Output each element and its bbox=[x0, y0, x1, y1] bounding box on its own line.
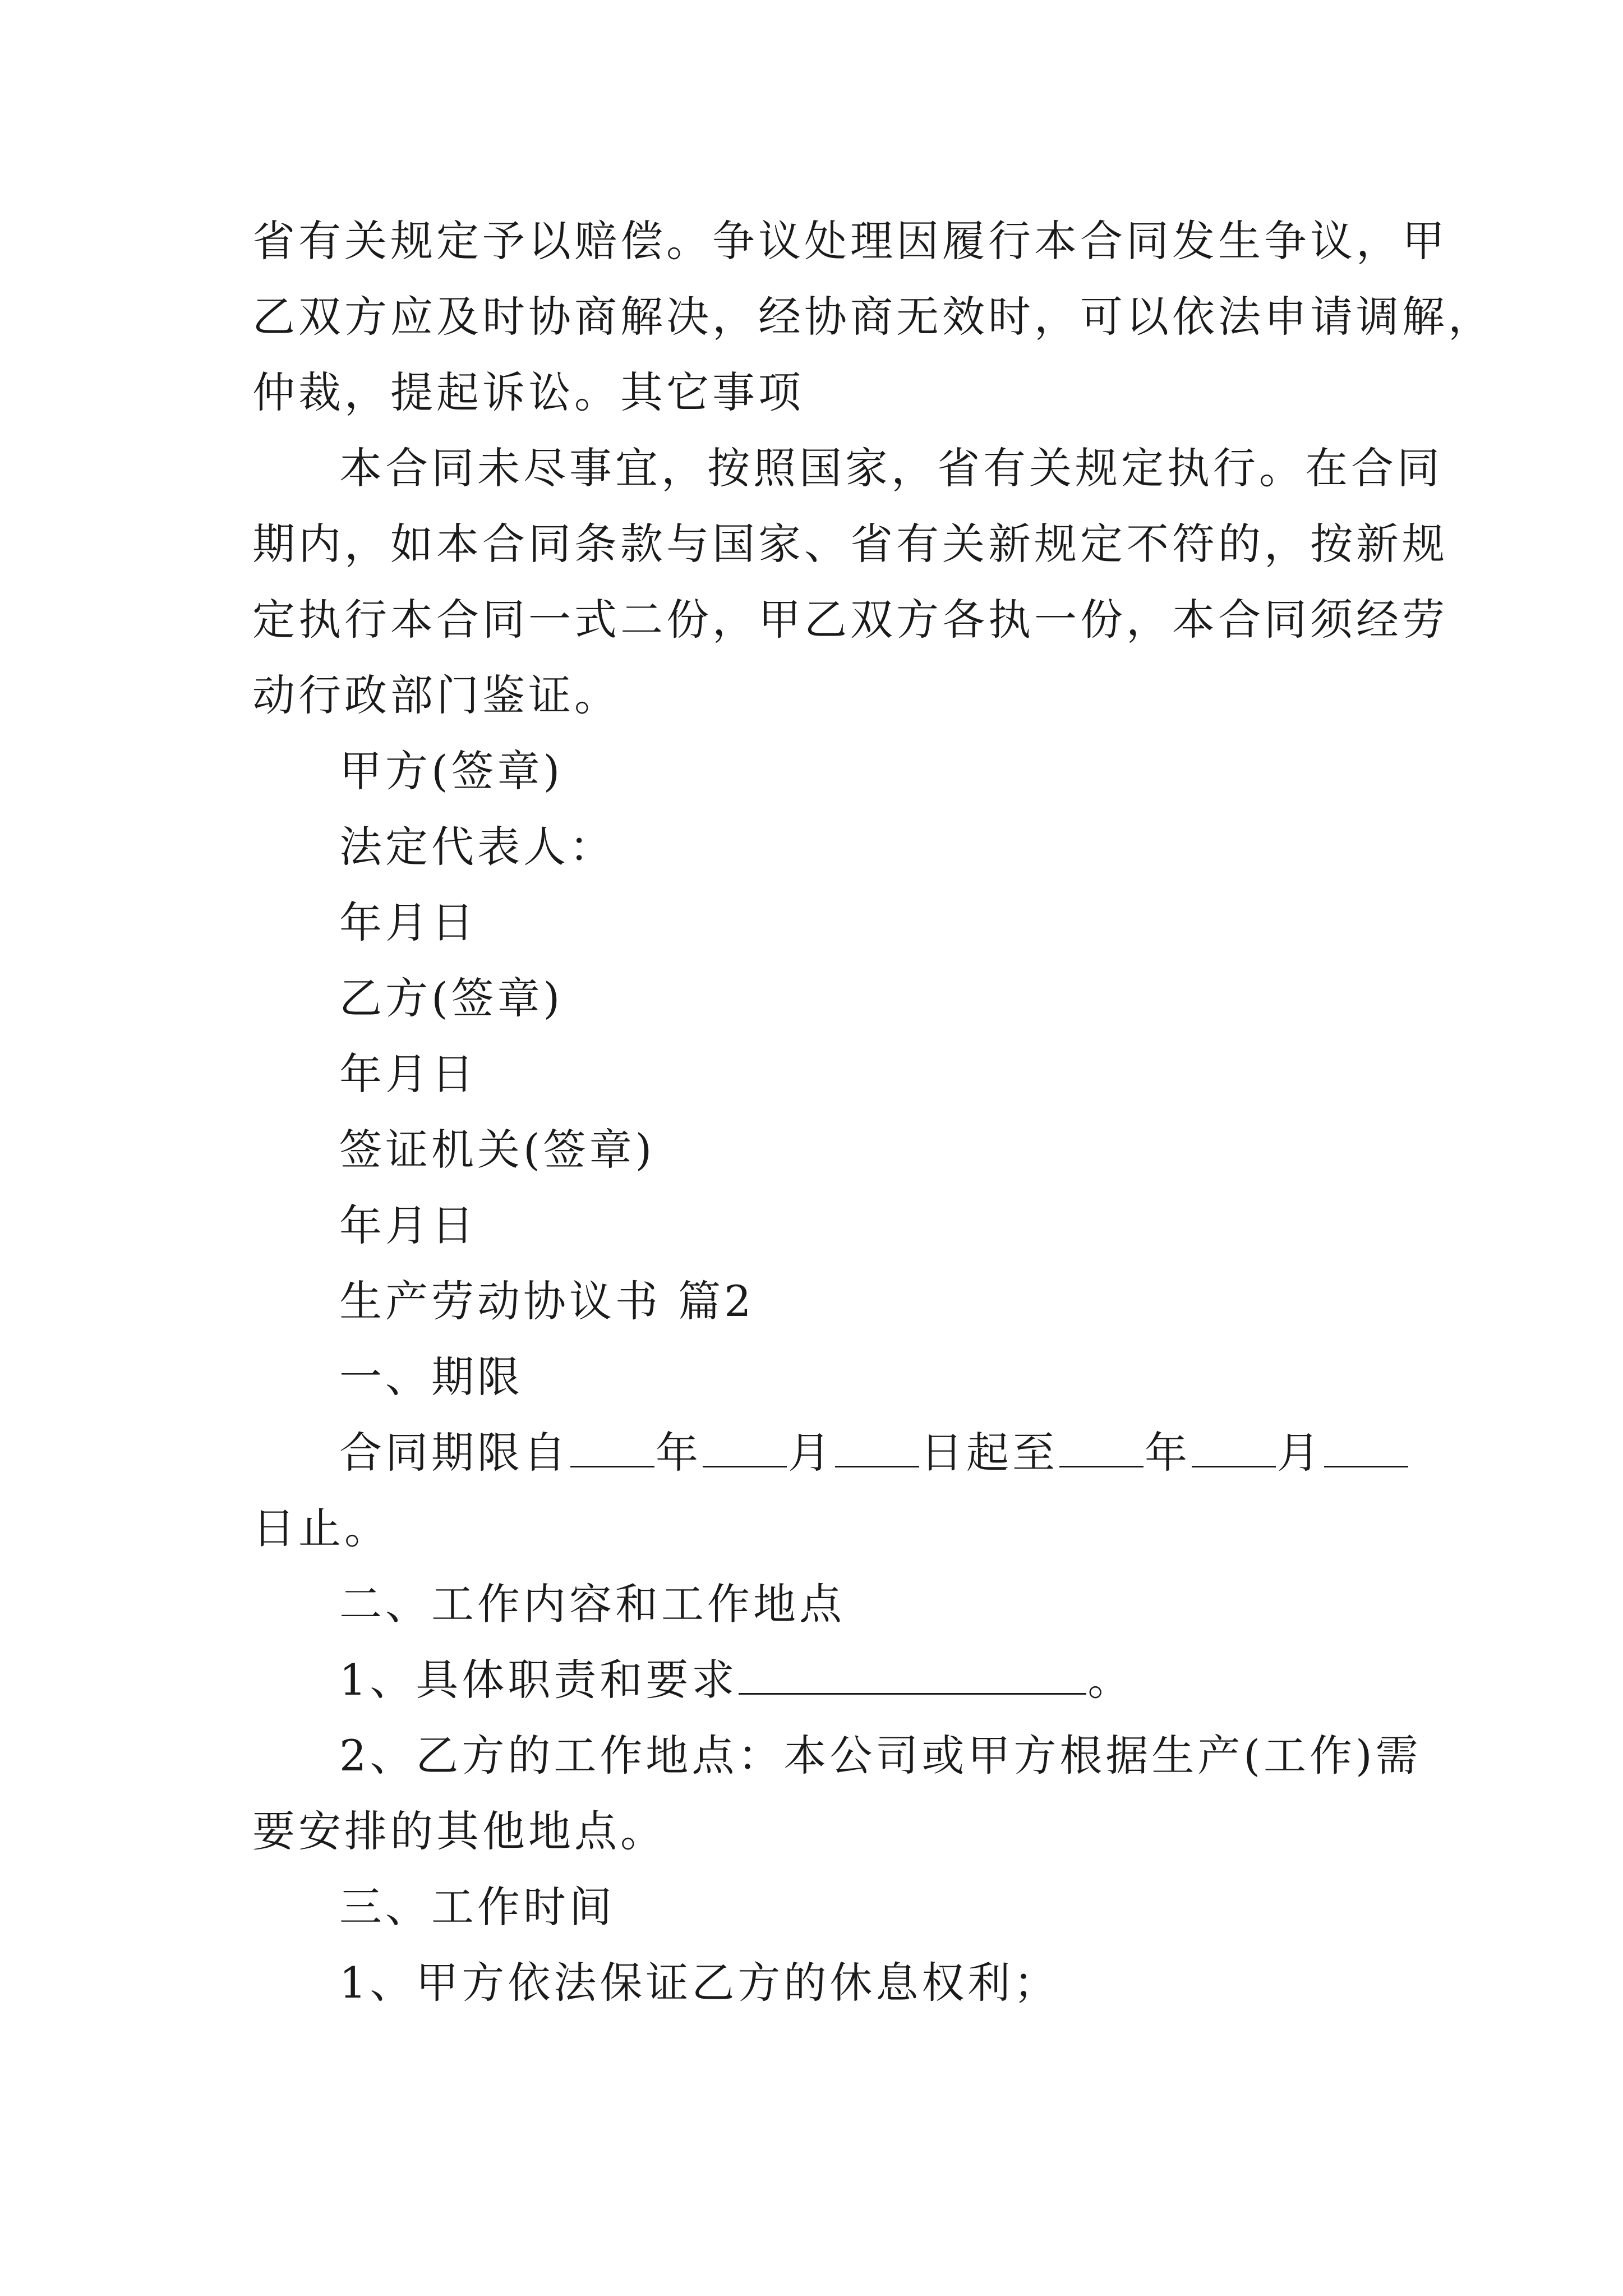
section-title: 生产劳动协议书 篇2 bbox=[339, 1276, 755, 1326]
term-month: 月 bbox=[1277, 1428, 1323, 1478]
paragraph-line: 本合同未尽事宜，按照国家，省有关规定执行。在合同 bbox=[339, 443, 1443, 493]
blank-field bbox=[1192, 1431, 1276, 1467]
paragraph-line: 乙双方应及时协商解决，经协商无效时，可以依法申请调解， bbox=[252, 292, 1494, 342]
signature-legal-rep: 法定代表人： bbox=[339, 822, 615, 872]
signature-date: 年月日 bbox=[339, 1200, 477, 1250]
work-item-2: 2、乙方的工作地点：本公司或甲方根据生产(工作)需 bbox=[339, 1731, 1422, 1780]
blank-field bbox=[703, 1431, 787, 1467]
paragraph-line: 期内，如本合同条款与国家、省有关新规定不符的，按新规 bbox=[252, 519, 1448, 569]
term-prefix: 合同期限自 bbox=[339, 1428, 569, 1478]
term-line bbox=[339, 1425, 1385, 1481]
paragraph-line: 省有关规定予以赔偿。争议处理因履行本合同发生争议，甲 bbox=[252, 216, 1448, 266]
paragraph-line: 仲裁，提起诉讼。其它事项 bbox=[252, 367, 804, 417]
signature-date: 年月日 bbox=[339, 1049, 477, 1099]
blank-field bbox=[570, 1431, 654, 1467]
signature-authority: 签证机关(签章) bbox=[339, 1125, 656, 1175]
term-year: 年 bbox=[1145, 1428, 1191, 1478]
time-heading: 三、工作时间 bbox=[339, 1882, 615, 1932]
blank-field bbox=[1324, 1431, 1408, 1467]
signature-date: 年月日 bbox=[339, 898, 477, 947]
paragraph-line: 定执行本合同一式二份，甲乙双方各执一份，本合同须经劳 bbox=[252, 595, 1448, 645]
blank-field bbox=[739, 1658, 1086, 1695]
blank-field bbox=[1059, 1431, 1144, 1467]
term-month: 月 bbox=[788, 1428, 834, 1478]
blank-field bbox=[835, 1431, 919, 1467]
work-item-1 bbox=[339, 1652, 1385, 1708]
work-item-2-cont: 要安排的其他地点。 bbox=[252, 1806, 666, 1856]
term-day-start: 日起至 bbox=[920, 1428, 1058, 1478]
term-year: 年 bbox=[656, 1428, 702, 1478]
work-heading: 二、工作内容和工作地点 bbox=[339, 1579, 845, 1629]
work-item-1-label: 1、具体职责和要求 bbox=[339, 1655, 738, 1705]
signature-party-a: 甲方(签章) bbox=[339, 746, 564, 796]
signature-party-b: 乙方(签章) bbox=[339, 973, 564, 1023]
term-end: 日止。 bbox=[252, 1503, 390, 1553]
paragraph-line: 动行政部门鉴证。 bbox=[252, 670, 620, 720]
term-heading: 一、期限 bbox=[339, 1352, 523, 1402]
work-item-1-end: 。 bbox=[1087, 1655, 1134, 1705]
time-item-1: 1、甲方依法保证乙方的休息权利； bbox=[339, 1958, 1060, 2008]
